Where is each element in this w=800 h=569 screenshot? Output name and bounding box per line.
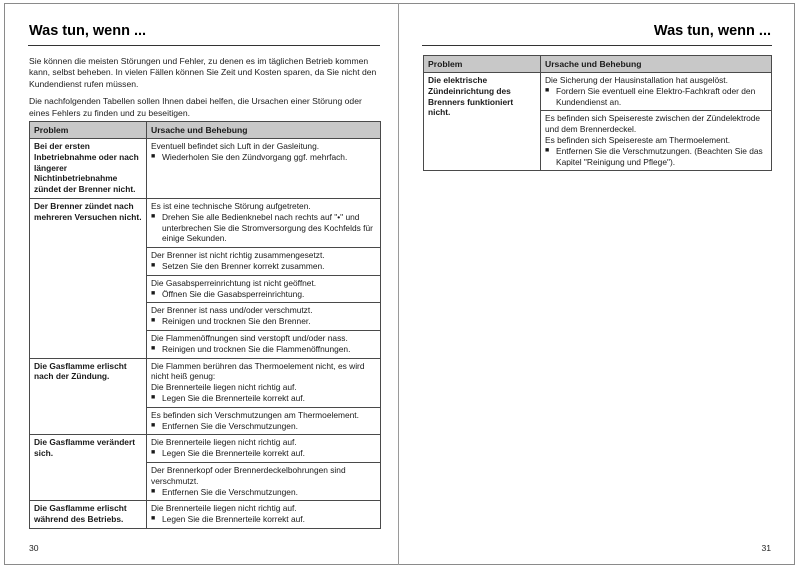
table-header-row [30,122,381,139]
column-header-cause: Ursache und Behebung [541,56,772,73]
cause-text: Es befinden sich Verschmutzungen am Thermoelement. [151,409,359,420]
intro-text [29,56,381,125]
action-item [151,448,376,459]
column-header-cause: Ursache und Behebung [147,122,381,139]
square-bullet-icon: ■ [151,317,156,325]
intro-paragraph: Sie können die meisten Störungen und Fehler, zu denen es im täglichen Betrieb kommen kann, selbst beheben. In vielen Fällen können Sie Zeit und Kosten sparen, da Sie nicht den Kundendienst rufen müssen. [29,56,377,89]
action-text: Legen Sie die Brennerteile korrekt auf. [162,448,305,459]
action-item [151,393,376,404]
cause-cell [147,275,381,303]
cause-text: Es befinden sich Speisereste zwischen der Zündelektrode und dem Brennerdeckel. [545,113,761,135]
action-text: Legen Sie die Brennerteile korrekt auf. [162,392,305,403]
intro-paragraph: Die nachfolgenden Tabellen sollen Ihnen dabei helfen, die Ursachen einer Störung oder eines Fehlers zu finden und zu beseitigen. [29,96,362,118]
action-item [151,289,376,300]
problem-cell: Die Gasflamme erlischt während des Betriebs. [30,501,147,529]
table-row [30,198,381,247]
action-item [151,487,376,498]
table-row [30,358,381,407]
square-bullet-icon: ■ [151,212,156,220]
page-number: 30 [29,543,39,553]
cause-text: Die Flammen berühren das Thermoelement nicht, es wird nicht heiß genug: [151,360,365,382]
troubleshooting-table [29,121,381,529]
action-item [545,146,767,168]
table-row [30,501,381,529]
cause-text: Die Brennerteile liegen nicht richtig auf. [151,503,297,514]
troubleshooting-table [423,55,772,171]
cause-text: Die Brennerteile liegen nicht richtig auf. [151,437,297,448]
cause-cell [147,407,381,435]
action-text: Fordern Sie eventuell eine Elektro-Fachkraft oder den Kundendienst an. [556,85,756,107]
action-item [151,261,376,272]
cause-cell [541,73,772,111]
cause-cell [147,248,381,276]
square-bullet-icon: ■ [151,487,156,495]
problem-cell: Der Brenner zündet nach mehreren Versuchen nicht. [30,198,147,358]
square-bullet-icon: ■ [151,449,156,457]
page-number: 31 [761,543,771,553]
problem-cell: Die elektrische Zündeinrichtung des Brenners funktioniert nicht. [424,73,541,171]
cause-cell [147,435,381,463]
cause-cell [147,139,381,199]
square-bullet-icon: ■ [151,393,156,401]
cause-cell [147,330,381,358]
action-text: Reinigen und trocknen Sie die Flammenöffnungen. [162,343,351,354]
cause-cell [541,111,772,171]
cause-text: Die Gasabsperreinrichtung ist nicht geöffnet. [151,277,317,288]
cause-cell [147,358,381,407]
action-item [151,316,376,327]
cause-text: Es befinden sich Speisereste am Thermoelement. [545,134,731,145]
header-rule [422,45,772,46]
square-bullet-icon: ■ [151,421,156,429]
cause-text: Der Brenner ist nicht richtig zusammengesetzt. [151,250,325,261]
problem-cell: Die Gasflamme erlischt nach der Zündung. [30,358,147,435]
cause-text: Eventuell befindet sich Luft in der Gasleitung. [151,141,320,151]
cause-text: Der Brenner ist nass und/oder verschmutzt. [151,305,313,316]
square-bullet-icon: ■ [545,146,550,154]
action-item [151,421,376,432]
action-text: Entfernen Sie die Verschmutzungen. (Beachten Sie das Kapitel "Reinigung und Pflege"). [556,145,763,167]
column-header-problem: Problem [424,56,541,73]
action-item [151,344,376,355]
table-row [30,139,381,199]
action-item [545,86,767,108]
cause-text: Die Flammenöffnungen sind verstopft und/oder nass. [151,332,348,343]
action-text: Entfernen Sie die Verschmutzungen. [162,486,298,497]
cause-text: Die Brennerteile liegen nicht richtig auf. [151,382,297,393]
problem-cell: Die Gasflamme verändert sich. [30,435,147,501]
page-title: Was tun, wenn ... [653,23,771,39]
action-text: Setzen Sie den Brenner korrekt zusammen. [162,260,325,271]
cause-cell [147,303,381,331]
square-bullet-icon: ■ [151,289,156,297]
action-text: Legen Sie die Brennerteile korrekt auf. [162,514,305,525]
left-page [4,0,398,562]
cause-text: Es ist eine technische Störung aufgetreten. [151,200,311,211]
action-text: Entfernen Sie die Verschmutzungen. [162,420,298,431]
action-text: Öffnen Sie die Gasabsperreinrichtung. [162,288,305,299]
table-row [424,73,772,111]
square-bullet-icon: ■ [151,152,156,160]
table-row [30,435,381,463]
action-item [151,514,376,525]
cause-cell [147,501,381,529]
table-header-row [424,56,772,73]
cause-text: Der Brennerkopf oder Brennerdeckelbohrungen sind verschmutzt. [151,464,346,486]
action-item [151,212,376,244]
action-text: Reinigen und trocknen Sie den Brenner. [162,316,311,327]
square-bullet-icon: ■ [151,261,156,269]
cause-cell [147,462,381,500]
right-page [399,0,795,562]
problem-cell: Bei der ersten Inbetriebnahme oder nach längerer Nichtinbetriebnahme zündet der Brenner nicht. [30,139,147,199]
header-rule [28,45,380,46]
square-bullet-icon: ■ [151,515,156,523]
cause-cell [147,198,381,247]
square-bullet-icon: ■ [545,86,550,94]
page-title: Was tun, wenn ... [29,23,147,39]
column-header-problem: Problem [30,122,147,139]
action-item [151,152,376,163]
square-bullet-icon: ■ [151,344,156,352]
action-text: Wiederholen Sie den Zündvorgang ggf. mehrfach. [162,151,348,162]
action-text: Drehen Sie alle Bedienknebel nach rechts auf "•" und unterbrechen Sie die Stromversorgung des Kochfelds für einige Sekunden. [162,211,373,244]
cause-text: Die Sicherung der Hausinstallation hat ausgelöst. [545,75,728,85]
